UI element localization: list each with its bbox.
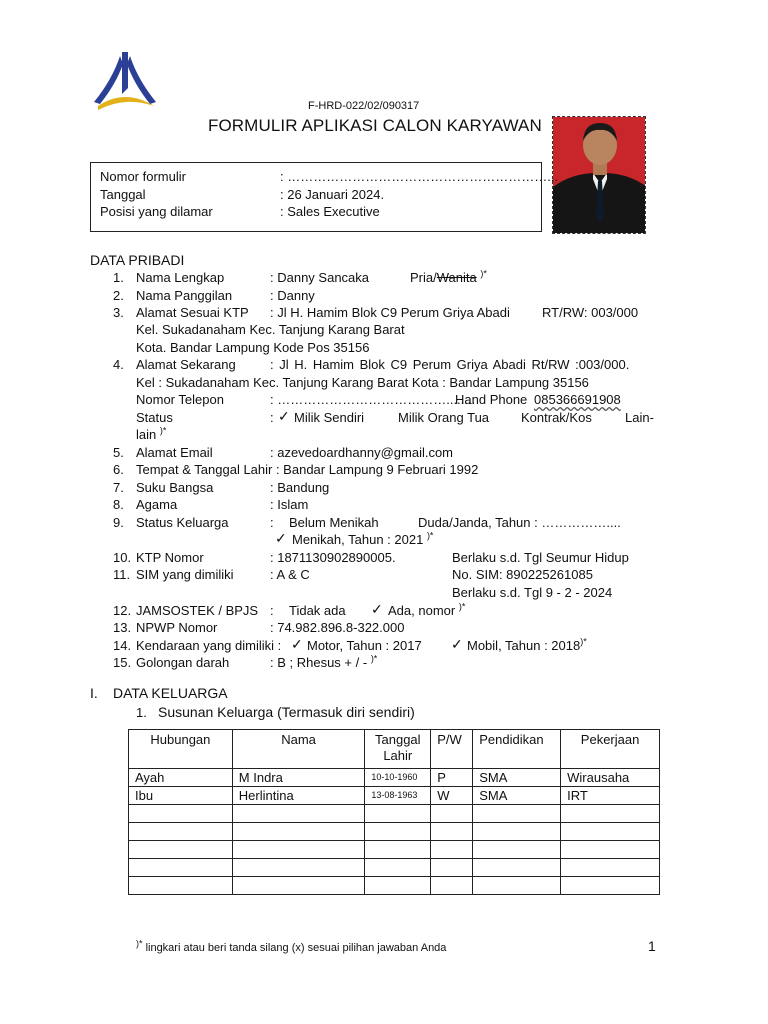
table-cell: [232, 859, 365, 877]
table-cell: [431, 877, 473, 895]
agama-label: Agama: [136, 497, 178, 512]
jamsostek-colon: :: [270, 603, 274, 618]
table-row: [129, 877, 660, 895]
table-cell: IRT: [561, 787, 660, 805]
table-cell: SMA: [473, 769, 561, 787]
table-cell: [473, 859, 561, 877]
table-row: [129, 787, 660, 805]
table-cell: [232, 805, 365, 823]
alamat-ktp-line2: Kel. Sukadanaham Kec. Tanjung Karang Barat: [136, 322, 405, 337]
jamsostek-ada-text: Ada, nomor: [388, 603, 456, 618]
page-title: FORMULIR APLIKASI CALON KARYAWAN: [208, 116, 542, 135]
nama-lengkap-value: : Danny Sancaka: [270, 270, 370, 285]
npwp-label: NPWP Nomor: [136, 620, 218, 635]
telepon-label: Nomor Telepon: [136, 392, 224, 407]
kendaraan-motor: Motor, Tahun : 2017: [307, 638, 422, 653]
col-pw: P/W: [431, 730, 473, 769]
data-keluarga-heading: DATA KELUARGA: [113, 685, 228, 701]
form-code: F-HRD-022/02/090317: [308, 100, 420, 112]
item-number: 6.: [113, 462, 124, 477]
email-label: Alamat Email: [136, 445, 213, 460]
table-cell: [431, 859, 473, 877]
item-number: 1.: [113, 270, 124, 285]
table-cell: [129, 823, 233, 841]
item-number: 11.: [113, 567, 131, 582]
subsection-number: 1.: [136, 705, 147, 720]
choice-mark: )*: [426, 530, 434, 541]
nama-panggilan-value: : Danny: [270, 288, 315, 303]
alamat-ktp-line3: Kota. Bandar Lampung Kode Pos 35156: [136, 340, 370, 355]
golongan-darah-value: [270, 654, 377, 671]
item-number: 14.: [113, 638, 132, 653]
col-tanggal-lahir: Tanggal Lahir: [365, 730, 431, 769]
suku-value: : Bandung: [270, 480, 330, 495]
family-table: [128, 729, 660, 895]
status-menikah: [292, 531, 433, 548]
table-cell: [129, 805, 233, 823]
gender-pria: Pria/: [410, 270, 437, 285]
ktp-berlaku-label: Berlaku s.d. Tgl: [452, 550, 543, 565]
item-number: 3.: [113, 305, 124, 320]
alamat-sekarang-label: Alamat Sekarang: [136, 357, 236, 372]
table-cell: [365, 823, 431, 841]
ktp-label: KTP Nomor: [136, 550, 204, 565]
table-cell: [561, 805, 660, 823]
alamat-ktp-label: Alamat Sesuai KTP: [136, 305, 249, 320]
table-cell: [473, 877, 561, 895]
table-cell: [473, 805, 561, 823]
status-menikah-text: Menikah, Tahun : 2021: [292, 532, 424, 547]
handphone-value: 085366691908: [534, 392, 621, 407]
table-cell: [232, 877, 365, 895]
table-cell: Ayah: [129, 769, 233, 787]
table-row: [129, 841, 660, 859]
email-value: : azevedoardhanny@gmail.com: [270, 445, 454, 460]
ktp-berlaku: [452, 549, 629, 566]
item-number: 15.: [113, 655, 132, 670]
table-cell: [431, 805, 473, 823]
table-cell: Ibu: [129, 787, 233, 805]
posisi-value: : Sales Executive: [280, 204, 380, 219]
telepon-value: : …………………………………........: [270, 392, 476, 407]
table-cell: [129, 859, 233, 877]
agama-value: : Islam: [270, 497, 309, 512]
table-cell: [561, 841, 660, 859]
jamsostek-label: JAMSOSTEK / BPJS: [136, 603, 259, 618]
table-cell: 13-08-1963: [365, 787, 431, 805]
table-header-row: [129, 730, 660, 769]
col-hubungan: Hubungan: [129, 730, 233, 769]
table-cell: 10-10-1960: [365, 769, 431, 787]
posisi-label: Posisi yang dilamar: [100, 204, 213, 219]
status-label: Status: [136, 410, 173, 425]
page-number: 1: [648, 938, 656, 954]
alamat-ktp-rtrw: RT/RW: 003/000: [542, 305, 639, 320]
item-number: 12.: [113, 603, 132, 618]
item-number: 7.: [113, 480, 124, 495]
suku-label: Suku Bangsa: [136, 480, 214, 495]
choice-mark: )*: [136, 938, 143, 949]
choice-mark: )*: [159, 425, 167, 436]
kendaraan-mobil: [467, 637, 587, 654]
handphone-label: Hand Phone: [455, 392, 528, 407]
sim-label: SIM yang dimiliki: [136, 567, 234, 582]
choice-mark: )*: [480, 268, 487, 279]
table-cell: [561, 877, 660, 895]
tanggal-value: : 26 Januari 2024.: [280, 187, 385, 202]
check-icon: ✓: [371, 601, 383, 617]
nama-panggilan-label: Nama Panggilan: [136, 288, 233, 303]
kendaraan-mobil-text: Mobil, Tahun : 2018: [467, 638, 581, 653]
table-cell: [473, 823, 561, 841]
table-row: [129, 859, 660, 877]
status-milik-sendiri: Milik Sendiri: [294, 410, 365, 425]
check-icon: ✓: [451, 636, 463, 652]
table-cell: [232, 823, 365, 841]
sim-value: : A & C: [270, 567, 310, 582]
npwp-value: : 74.982.896.8-322.000: [270, 620, 405, 635]
golongan-darah-text: : B ; Rhesus + / -: [270, 655, 368, 670]
nomor-formulir-value: : ……………………………………………………...: [280, 169, 559, 184]
choice-mark: )*: [458, 601, 466, 612]
status-keluarga-colon: :: [270, 515, 274, 530]
jamsostek-ada: [388, 602, 465, 619]
status-belum-menikah: Belum Menikah: [289, 515, 379, 530]
alamat-sekarang-value: : Jl H. Hamim Blok C9 Perum Griya Abadi Rt/RW :003/000.: [270, 357, 630, 372]
item-number: 13.: [113, 620, 132, 635]
table-cell: M Indra: [232, 769, 365, 787]
item-number: 4.: [113, 357, 124, 372]
table-cell: [232, 841, 365, 859]
table-cell: [561, 823, 660, 841]
nama-lengkap-label: Nama Lengkap: [136, 270, 225, 285]
table-cell: W: [431, 787, 473, 805]
status-lain-cont: [136, 426, 166, 443]
item-number: 5.: [113, 445, 124, 460]
item-number: 2.: [113, 288, 124, 303]
section-roman: I.: [90, 685, 98, 701]
status-kontrak: Kontrak/Kos: [521, 410, 592, 425]
gender-options: [410, 269, 487, 286]
check-icon: ✓: [278, 408, 290, 424]
table-row: [129, 769, 660, 787]
col-pekerjaan: Pekerjaan: [561, 730, 660, 769]
footnote: [136, 938, 447, 954]
sim-berlaku: Berlaku s.d. Tgl 9 - 2 - 2024: [452, 585, 613, 600]
item-number: 9.: [113, 515, 124, 530]
table-cell: [365, 841, 431, 859]
item-number: 8.: [113, 497, 124, 512]
sim-number: No. SIM: 890225261085: [452, 567, 593, 582]
check-icon: ✓: [275, 530, 287, 546]
col-pendidikan: Pendidikan: [473, 730, 561, 769]
choice-mark: )*: [370, 653, 378, 664]
status-milik-orang-tua: Milik Orang Tua: [398, 410, 490, 425]
check-icon: ✓: [291, 636, 303, 652]
status-colon: :: [270, 410, 274, 425]
choice-mark: )*: [580, 636, 587, 647]
table-row: [129, 823, 660, 841]
data-pribadi-heading: DATA PRIBADI: [90, 252, 185, 268]
footnote-text: lingkari atau beri tanda silang (x) sesuai pilihan jawaban Anda: [145, 942, 447, 954]
table-cell: [365, 805, 431, 823]
table-cell: [365, 877, 431, 895]
company-logo: [92, 50, 158, 112]
kendaraan-label: Kendaraan yang dimiliki :: [136, 638, 282, 653]
table-cell: [129, 841, 233, 859]
susunan-keluarga-heading: Susunan Keluarga (Termasuk diri sendiri): [158, 704, 415, 720]
tanggal-label: Tanggal: [100, 187, 146, 202]
table-cell: SMA: [473, 787, 561, 805]
table-cell: Wirausaha: [561, 769, 660, 787]
table-row: [129, 805, 660, 823]
item-number: 10.: [113, 550, 132, 565]
table-cell: [365, 859, 431, 877]
table-cell: [473, 841, 561, 859]
table-cell: Herlintina: [232, 787, 365, 805]
jamsostek-tidak-ada: Tidak ada: [289, 603, 346, 618]
nomor-formulir-label: Nomor formulir: [100, 169, 186, 184]
tempat-tanggal-lahir: Tempat & Tanggal Lahir : Bandar Lampung 9 Februari 1992: [136, 462, 479, 477]
col-nama: Nama: [232, 730, 365, 769]
table-cell: [431, 823, 473, 841]
gender-wanita: Wanita: [436, 270, 477, 285]
table-cell: P: [431, 769, 473, 787]
alamat-ktp-value: : Jl H. Hamim Blok C9 Perum Griya Abadi: [270, 305, 510, 320]
status-lain-2: lain: [136, 427, 157, 442]
table-cell: [561, 859, 660, 877]
applicant-photo: [552, 116, 646, 234]
table-cell: [129, 877, 233, 895]
table-cell: [431, 841, 473, 859]
golongan-darah-label: Golongan darah: [136, 655, 230, 670]
status-lain: Lain-: [625, 410, 654, 425]
status-keluarga-label: Status Keluarga: [136, 515, 229, 530]
alamat-sekarang-line2: Kel : Sukadanaham Kec. Tanjung Karang Barat Kota : Bandar Lampung 35156: [136, 375, 589, 390]
ktp-berlaku-value: Seumur Hidup: [545, 550, 629, 565]
status-duda-janda: Duda/Janda, Tahun : ……………....: [418, 515, 621, 530]
ktp-value: : 1871130902890005.: [270, 550, 396, 565]
